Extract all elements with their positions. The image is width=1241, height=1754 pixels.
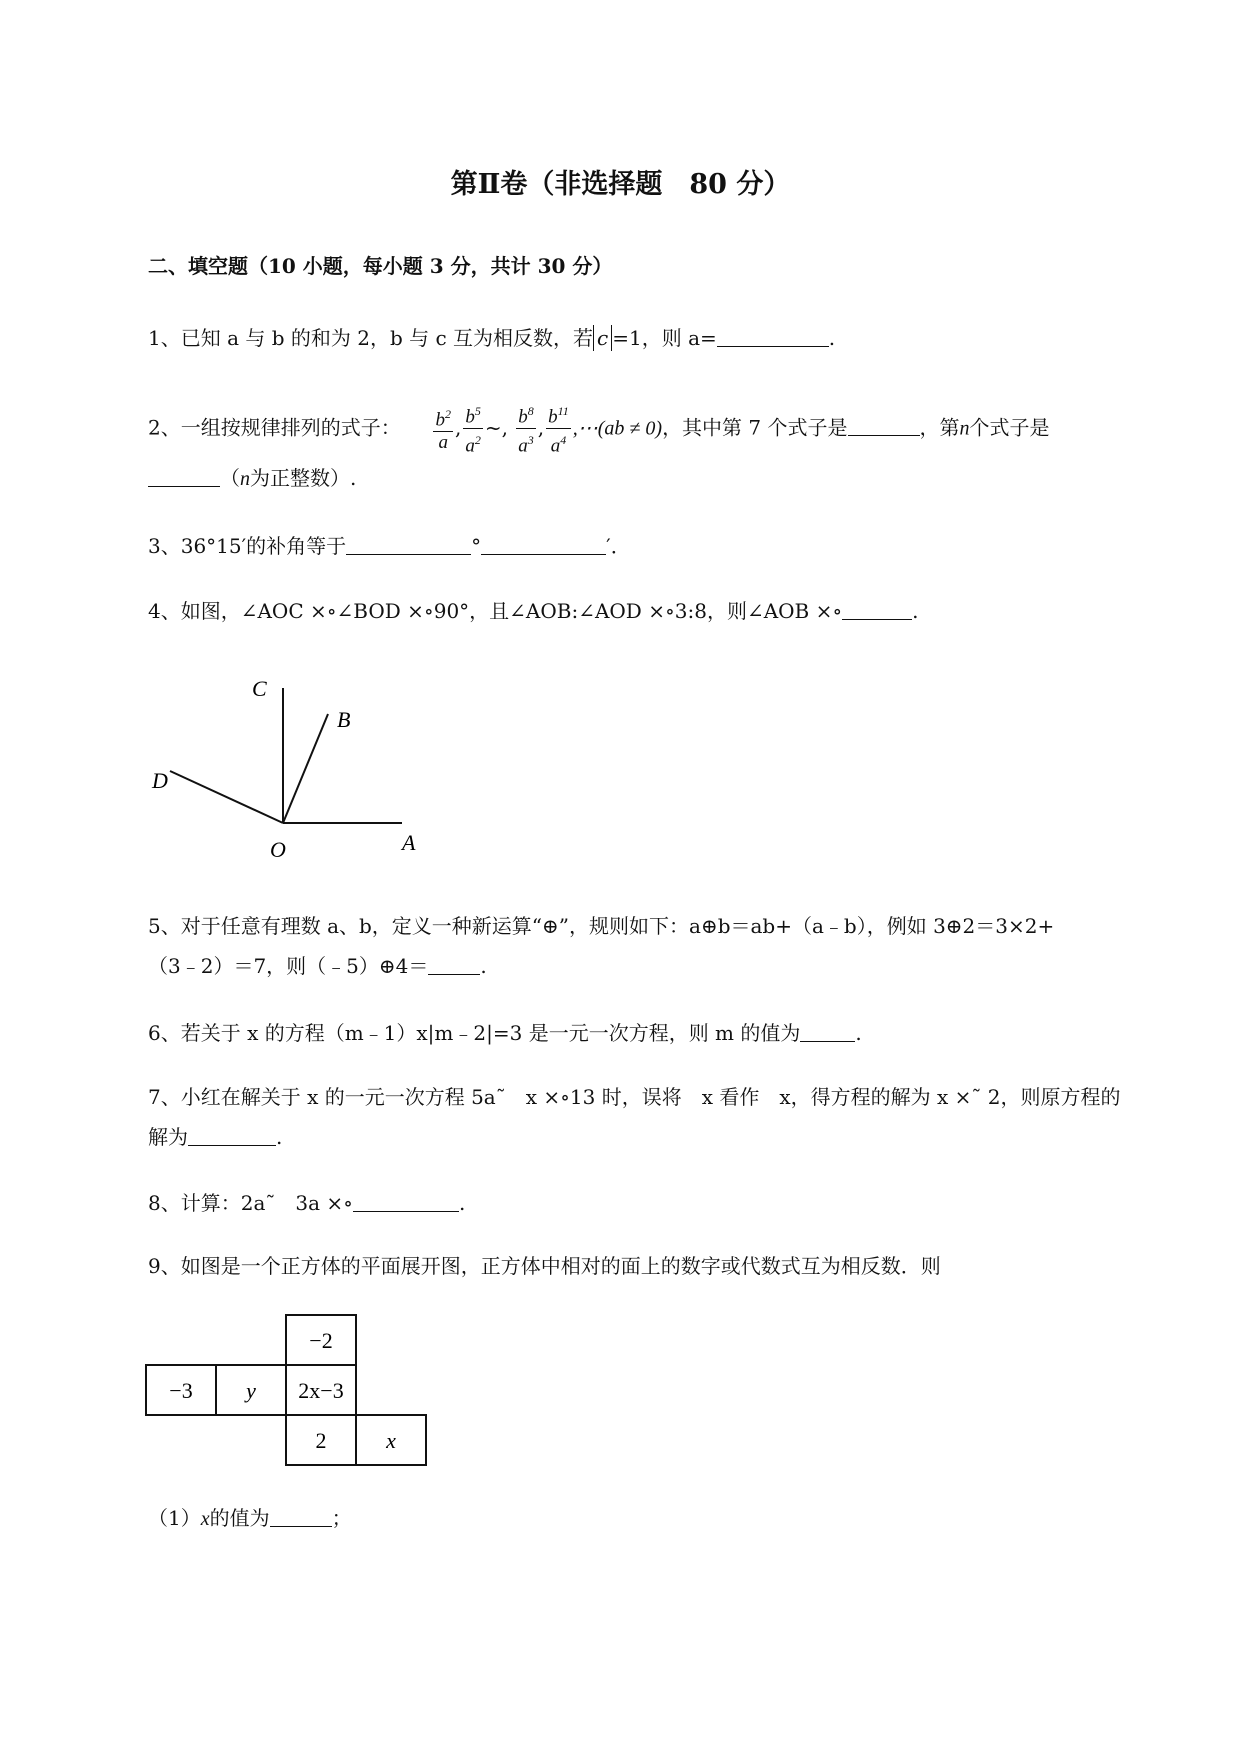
q6-text: 6、若关于 x 的方程（m﹣1）x|m﹣2|=3 是一元一次方程，则 m 的值为 <box>148 1021 801 1045</box>
question-9-part-1 <box>148 1505 352 1532</box>
q7-end: . <box>276 1125 283 1149</box>
q4-answer-blank[interactable] <box>842 601 912 620</box>
q2-fraction-2: $\frac{b^5}{a^2}$ <box>463 400 483 458</box>
q2-condition: ,⋯(ab ≠ 0) <box>572 417 663 440</box>
label-o: O <box>270 837 286 862</box>
q1-abs-value: c <box>593 325 612 351</box>
q8-text: 8、计算：2a˜ 3a ×∘ <box>148 1191 353 1215</box>
q8-end: . <box>458 1191 466 1215</box>
q3-answer-blank-degrees[interactable] <box>346 536 471 555</box>
q2-answer-blank-1[interactable] <box>848 417 920 436</box>
page-title: 第Ⅱ卷（非选择题 80 分） <box>450 169 791 200</box>
cube-net-figure <box>140 1310 440 1480</box>
section-heading: 二、填空题（10 小题，每小题 3 分，共计 30 分） <box>148 254 613 278</box>
question-6 <box>148 1020 862 1046</box>
cube-label-y: y <box>246 1378 256 1403</box>
q7-text-line1: 7、小红在解关于 x 的一元一次方程 5a˜ x ×∘13 时，误将 x 看作 x，得方程的解为 x ×˜ 2，则原方程的 <box>148 1085 1121 1109</box>
question-5-line2 <box>148 953 487 979</box>
q6-end: . <box>855 1021 862 1045</box>
q3-degree-symbol: ° <box>471 534 482 558</box>
question-1 <box>148 325 835 351</box>
q7-answer-blank[interactable] <box>188 1127 276 1146</box>
question-7 <box>148 1084 1120 1110</box>
q2-text-mid2: ，第 <box>919 415 960 440</box>
q2-text: 2、一组按规律排列的式子： <box>148 415 401 440</box>
cube-label-top: −2 <box>309 1328 333 1353</box>
q1-answer-blank[interactable] <box>717 328 829 347</box>
q2-fraction-1: $\frac{b^2}{a}$ <box>433 403 453 454</box>
q7-text-line2: 解为 <box>148 1125 188 1149</box>
label-b: B <box>337 707 351 732</box>
cube-label-center: 2x−3 <box>298 1378 344 1403</box>
cube-label-bottom: 2 <box>315 1428 327 1453</box>
q3-answer-blank-minutes[interactable] <box>481 536 606 555</box>
q9-text: 9、如图是一个正方体的平面展开图，正方体中相对的面上的数字或代数式互为相反数．则 <box>148 1254 941 1278</box>
cube-label-x: x <box>386 1428 396 1453</box>
angle-figure <box>140 670 440 870</box>
question-7-line2 <box>148 1124 282 1150</box>
q4-text: 4、如图，∠AOC ×∘∠BOD ×∘90°，且∠AOB:∠AOD ×∘3:8，则∠AOB ×∘ <box>148 599 843 623</box>
q5-text-line2: （3﹣2）＝7，则（﹣5）⊕4＝ <box>148 954 429 978</box>
ray-od <box>170 771 283 823</box>
q1-text: 1、已知 a 与 b 的和为 2，b 与 c 互为相反数，若 <box>148 326 594 350</box>
question-4 <box>148 598 919 624</box>
q2-text-mid: ，其中第 7 个式子是 <box>662 415 848 440</box>
q5-text-line1: 5、对于任意有理数 a、b，定义一种新运算“⊕”，规则如下：a⊕b＝ab+（a﹣b），例如 3⊕2＝3×2+ <box>148 914 1055 938</box>
q9-1-end: ； <box>331 1506 352 1530</box>
q2-answer-blank-2[interactable] <box>148 468 220 487</box>
q9-1-text: 的值为 <box>209 1506 270 1530</box>
q4-end: . <box>912 599 919 623</box>
question-5 <box>148 913 1054 939</box>
q9-1-prefix: （1） <box>148 1506 201 1530</box>
q2-fraction-3: $\frac{b^8}{a^3}$ <box>516 400 536 458</box>
q5-answer-blank[interactable] <box>428 956 480 975</box>
question-2: 2、一组按规律排列的式子： $\frac{b^2}{a}$ , $\frac{b^5}{a^2}$ ~, $\frac{b^8}{a^3}$ , $\frac{b^{11}}{a^4}$ ,⋯(ab ≠ 0)，其中第 7 个式子是 ，第n个式子是 <box>148 400 1050 458</box>
question-3 <box>148 533 631 559</box>
q6-answer-blank[interactable] <box>800 1023 855 1042</box>
q3-minute-symbol: ′． <box>606 534 631 558</box>
q2-line2-end: 为正整数）. <box>250 466 357 490</box>
q2-n: n <box>959 417 970 440</box>
label-d: D <box>152 768 168 793</box>
q1-text-mid: =1，则 a= <box>612 326 717 350</box>
question-2-line2 <box>148 465 356 492</box>
question-8 <box>148 1190 465 1216</box>
q2-n-2: n <box>240 468 250 490</box>
q5-end: . <box>480 954 487 978</box>
q9-1-answer-blank[interactable] <box>270 1508 332 1527</box>
q2-text-mid3: 个式子是 <box>969 415 1050 440</box>
q2-paren: （ <box>220 466 240 490</box>
q3-text: 3、36°15′的补角等于 <box>148 534 347 558</box>
question-9 <box>148 1253 941 1279</box>
label-a: A <box>402 830 416 855</box>
q9-1-x: x <box>200 1508 210 1530</box>
q2-fraction-4: $\frac{b^{11}}{a^4}$ <box>546 400 571 458</box>
cube-label-left: −3 <box>169 1378 193 1403</box>
ray-ob <box>283 714 328 823</box>
label-c: C <box>252 676 267 701</box>
q1-end: . <box>828 326 836 350</box>
q8-answer-blank[interactable] <box>353 1193 459 1212</box>
